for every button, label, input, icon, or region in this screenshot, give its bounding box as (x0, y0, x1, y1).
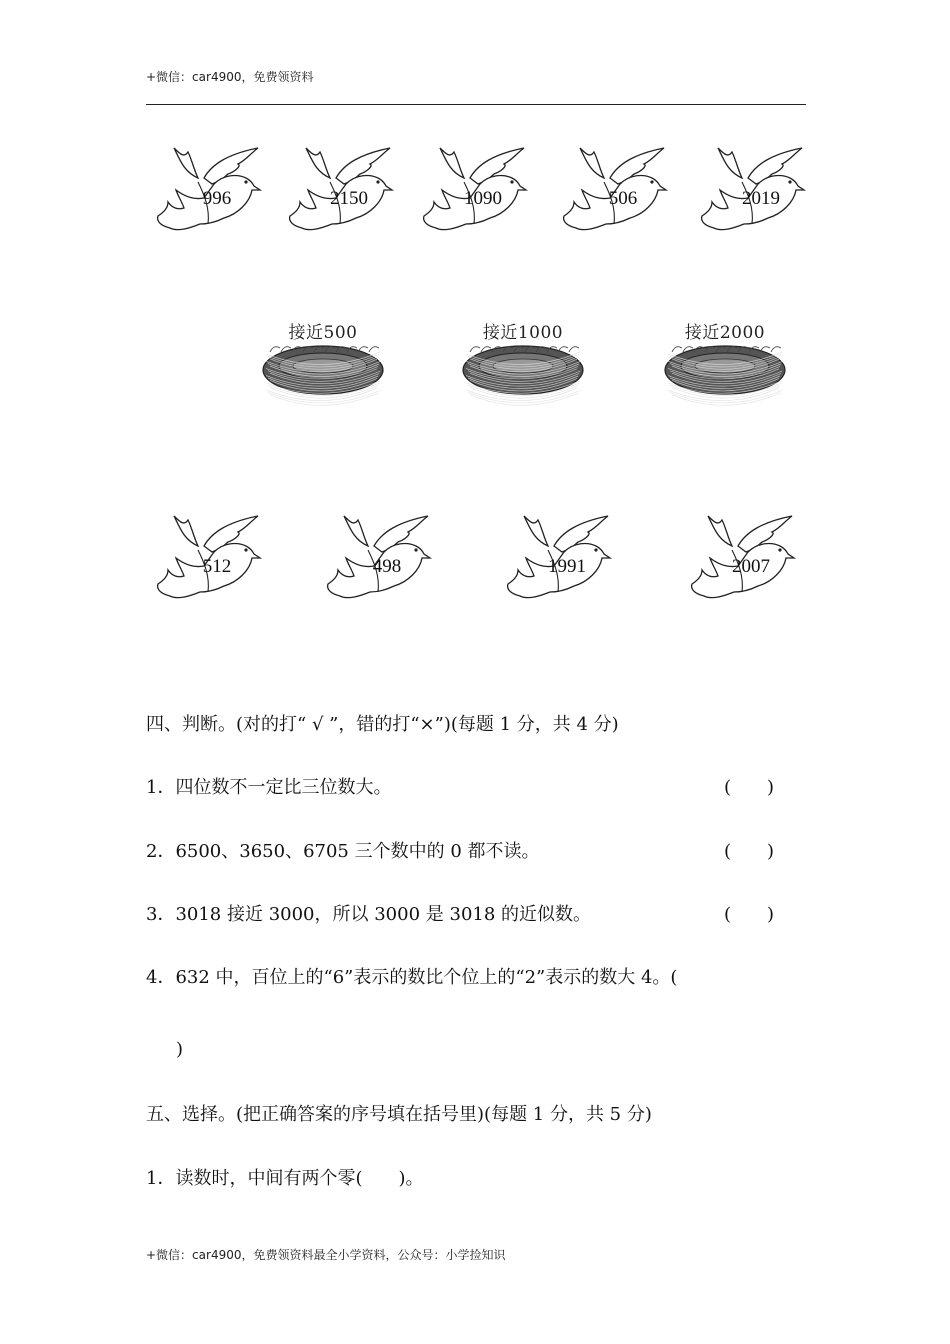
dove-icon (420, 138, 530, 234)
footer-note: +微信：car4900，免费领资料最全小学资料，公众号：小学捡知识 (146, 1248, 506, 1262)
nest-icon (458, 340, 588, 406)
question-2: 2．6500、3650、6705 三个数中的 0 都不读。 (146, 841, 540, 862)
answer-blank-1[interactable]: ( ) (724, 777, 775, 798)
nest-label: 接近2000 (684, 323, 766, 343)
bird-top-1[interactable] (286, 138, 396, 234)
choice-question-1: 1．读数时，中间有两个零( )。 (146, 1168, 424, 1189)
bird-top-3[interactable] (560, 138, 670, 234)
dove-icon (154, 138, 264, 234)
bird-bottom-3[interactable] (688, 506, 798, 602)
bird-number: 1090 (464, 188, 502, 209)
bird-top-4[interactable] (698, 138, 808, 234)
nest-icon (258, 340, 388, 406)
bird-number: 498 (372, 556, 402, 577)
dove-icon (154, 506, 264, 602)
section5-title: 五、选择。(把正确答案的序号填在括号里)(每题 1 分，共 5 分) (146, 1104, 652, 1125)
nest-label: 接近500 (288, 323, 358, 343)
question-1: 1．四位数不一定比三位数大。 (146, 777, 392, 798)
dove-icon (698, 138, 808, 234)
bird-number: 1991 (548, 556, 586, 577)
dove-icon (324, 506, 434, 602)
dove-icon (286, 138, 396, 234)
dove-icon (688, 506, 798, 602)
bird-top-2[interactable] (420, 138, 530, 234)
bird-number: 2007 (732, 556, 770, 577)
bird-number: 512 (202, 556, 232, 577)
nest-icon (660, 340, 790, 406)
header-note: +微信：car4900，免费领资料 (146, 70, 314, 84)
answer-blank-3[interactable]: ( ) (724, 904, 775, 925)
bird-number: 996 (202, 188, 232, 209)
dove-icon (560, 138, 670, 234)
header-divider (146, 104, 806, 105)
bird-bottom-1[interactable] (324, 506, 434, 602)
bird-bottom-0[interactable] (154, 506, 264, 602)
nest-2000 (660, 318, 790, 438)
dove-icon (504, 506, 614, 602)
question-4-continuation[interactable]: ) (176, 1039, 184, 1060)
nest-500 (258, 318, 388, 438)
bird-top-0[interactable] (154, 138, 264, 234)
answer-blank-2[interactable]: ( ) (724, 841, 775, 862)
bird-number: 2019 (742, 188, 780, 209)
nest-label: 接近1000 (482, 323, 564, 343)
bird-bottom-2[interactable] (504, 506, 614, 602)
bird-number: 506 (608, 188, 638, 209)
bird-number: 2150 (330, 188, 368, 209)
section4-title: 四、判断。(对的打“ √ ”，错的打“×”)(每题 1 分，共 4 分) (146, 714, 619, 735)
nest-1000 (458, 318, 588, 438)
question-3: 3．3018 接近 3000，所以 3000 是 3018 的近似数。 (146, 904, 592, 925)
question-4: 4．632 中，百位上的“6”表示的数比个位上的“2”表示的数大 4。( (146, 967, 678, 988)
